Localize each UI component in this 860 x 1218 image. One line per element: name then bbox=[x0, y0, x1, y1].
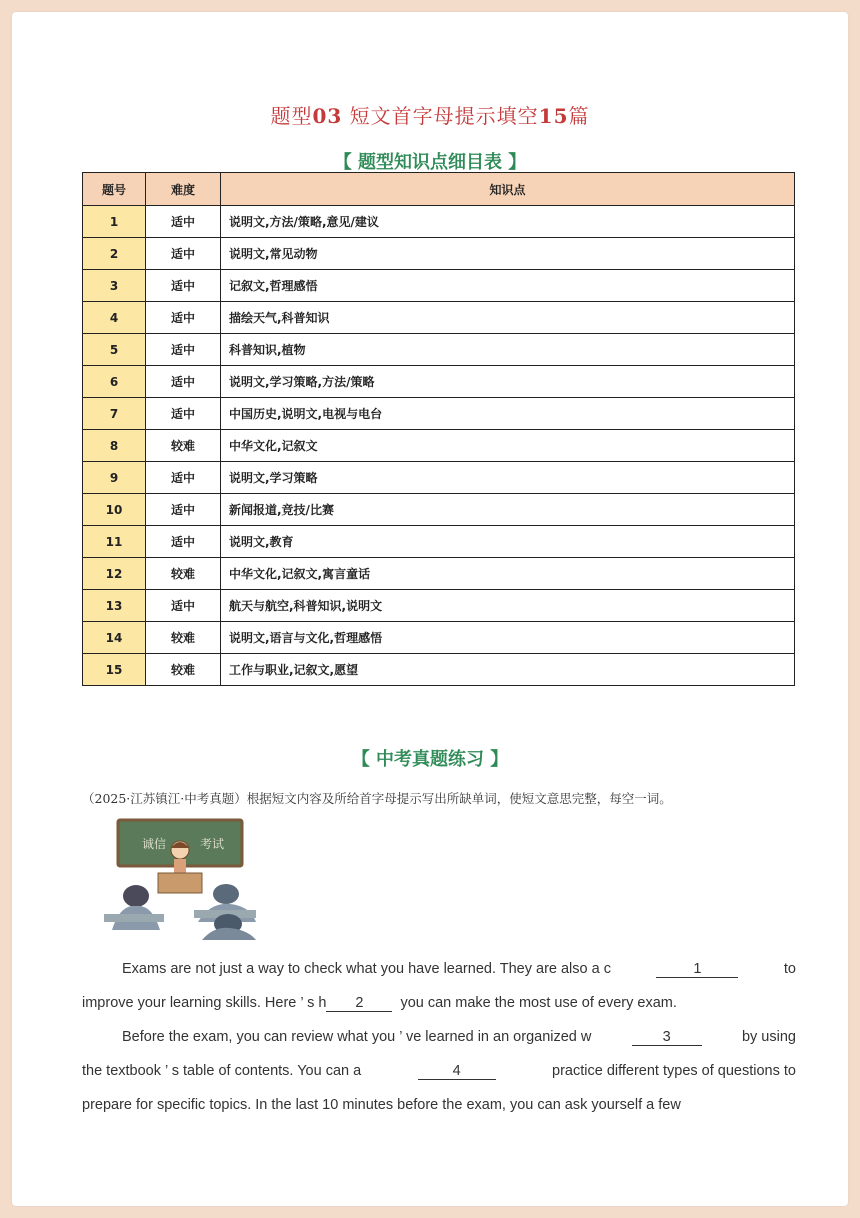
table-row bbox=[83, 654, 795, 686]
table-row bbox=[83, 270, 795, 302]
row-knowledge-cell: 工作与职业,记叙文,愿望 bbox=[221, 654, 795, 686]
title-topic: 短文首字母提示填空 bbox=[349, 104, 539, 128]
board-text-right: 考试 bbox=[200, 837, 225, 851]
row-difficulty-cell: 较难 bbox=[146, 622, 221, 654]
exercise-instructions: （2025·江苏镇江·中考真题）根据短文内容及所给首字母提示写出所缺单词，使短文意思完整，每空一词。 bbox=[82, 791, 672, 806]
passage-text: improve your learning skills. Here ’ s h bbox=[82, 995, 327, 1011]
row-difficulty-cell: 适中 bbox=[146, 398, 221, 430]
row-difficulty-cell: 适中 bbox=[146, 238, 221, 270]
blank-3[interactable]: 3 bbox=[632, 1029, 702, 1046]
table-row bbox=[83, 590, 795, 622]
row-knowledge-cell: 中国历史,说明文,电视与电台 bbox=[221, 398, 795, 430]
row-number-cell: 4 bbox=[83, 302, 146, 334]
board-text-left: 诚信 bbox=[142, 837, 167, 851]
column-header-number: 题号 bbox=[83, 173, 146, 206]
passage-line-3 bbox=[82, 1020, 796, 1054]
row-knowledge-cell: 说明文,教育 bbox=[221, 526, 795, 558]
student-body-3 bbox=[202, 928, 256, 940]
table-row bbox=[83, 462, 795, 494]
classroom-illustration bbox=[90, 818, 260, 940]
passage-line-2 bbox=[82, 986, 796, 1020]
table-row bbox=[83, 430, 795, 462]
passage-text: to bbox=[783, 961, 796, 977]
blank-2[interactable]: 2 bbox=[326, 995, 392, 1012]
row-knowledge-cell: 科普知识,植物 bbox=[221, 334, 795, 366]
row-number-cell: 5 bbox=[83, 334, 146, 366]
row-knowledge-cell: 说明文,语言与文化,哲理感悟 bbox=[221, 622, 795, 654]
row-difficulty-cell: 较难 bbox=[146, 430, 221, 462]
row-difficulty-cell: 适中 bbox=[146, 302, 221, 334]
passage-text: Exams are not just a way to check what you have learned. They are also a c bbox=[122, 961, 611, 977]
table-row bbox=[83, 206, 795, 238]
row-number-cell: 9 bbox=[83, 462, 146, 494]
row-difficulty-cell: 较难 bbox=[146, 654, 221, 686]
row-knowledge-cell: 航天与航空,科普知识,说明文 bbox=[221, 590, 795, 622]
passage-text: by using bbox=[741, 1029, 796, 1045]
passage-line-5 bbox=[82, 1088, 796, 1122]
row-number-cell: 8 bbox=[83, 430, 146, 462]
row-number-cell: 6 bbox=[83, 366, 146, 398]
section-heading-knowledge-table: 【 题型知识点细目表 】 bbox=[333, 152, 527, 173]
blank-4[interactable]: 4 bbox=[418, 1063, 496, 1080]
row-difficulty-cell: 适中 bbox=[146, 526, 221, 558]
title-unit: 篇 bbox=[568, 104, 590, 128]
row-difficulty-cell: 适中 bbox=[146, 334, 221, 366]
row-difficulty-cell: 适中 bbox=[146, 270, 221, 302]
table-row bbox=[83, 558, 795, 590]
row-difficulty-cell: 适中 bbox=[146, 590, 221, 622]
table-header-row bbox=[83, 173, 795, 206]
passage-text: you can make the most use of every exam. bbox=[400, 995, 677, 1011]
row-knowledge-cell: 记叙文,哲理感悟 bbox=[221, 270, 795, 302]
teacher-desk bbox=[158, 873, 202, 893]
passage-text: practice different types of questions to bbox=[552, 1063, 796, 1079]
table-row bbox=[83, 622, 795, 654]
row-difficulty-cell: 适中 bbox=[146, 494, 221, 526]
row-difficulty-cell: 适中 bbox=[146, 206, 221, 238]
row-difficulty-cell: 适中 bbox=[146, 366, 221, 398]
row-number-cell: 13 bbox=[83, 590, 146, 622]
knowledge-table bbox=[82, 172, 795, 686]
row-knowledge-cell: 描绘天气,科普知识 bbox=[221, 302, 795, 334]
document-page bbox=[12, 12, 848, 1206]
row-knowledge-cell: 中华文化,记叙文,寓言童话 bbox=[221, 558, 795, 590]
row-knowledge-cell: 新闻报道,竞技/比赛 bbox=[221, 494, 795, 526]
row-number-cell: 2 bbox=[83, 238, 146, 270]
row-knowledge-cell: 中华文化,记叙文 bbox=[221, 430, 795, 462]
passage-text: prepare for specific topics. In the last 10 minutes before the exam, you can ask yourself a few bbox=[82, 1097, 681, 1113]
table-row bbox=[83, 238, 795, 270]
table-row bbox=[83, 302, 795, 334]
section-heading-exam-practice: 【 中考真题练习 】 bbox=[351, 749, 509, 770]
row-knowledge-cell: 说明文,学习策略,方法/策略 bbox=[221, 366, 795, 398]
title-text: 题型 bbox=[270, 104, 313, 128]
row-number-cell: 3 bbox=[83, 270, 146, 302]
passage-line-4 bbox=[82, 1054, 796, 1088]
row-difficulty-cell: 适中 bbox=[146, 462, 221, 494]
row-number-cell: 11 bbox=[83, 526, 146, 558]
passage-line-1 bbox=[82, 952, 796, 986]
row-difficulty-cell: 较难 bbox=[146, 558, 221, 590]
row-number-cell: 10 bbox=[83, 494, 146, 526]
table-body bbox=[83, 206, 795, 686]
table-row bbox=[83, 398, 795, 430]
passage-text: Before the exam, you can review what you ’ ve learned in an organized w bbox=[122, 1029, 592, 1045]
row-number-cell: 14 bbox=[83, 622, 146, 654]
student-head-2 bbox=[213, 884, 239, 904]
row-number-cell: 12 bbox=[83, 558, 146, 590]
passage-text: the textbook ’ s table of contents. You can a bbox=[82, 1063, 362, 1079]
row-number-cell: 7 bbox=[83, 398, 146, 430]
table-row bbox=[83, 334, 795, 366]
table-row bbox=[83, 526, 795, 558]
blank-1[interactable]: 1 bbox=[656, 961, 738, 978]
row-number-cell: 1 bbox=[83, 206, 146, 238]
row-knowledge-cell: 说明文,常见动物 bbox=[221, 238, 795, 270]
student-head-1 bbox=[123, 885, 149, 907]
document-title bbox=[12, 100, 848, 129]
cloze-passage bbox=[82, 952, 796, 1122]
title-number: 03 bbox=[312, 104, 343, 128]
title-count: 15 bbox=[538, 104, 569, 128]
column-header-knowledge: 知识点 bbox=[221, 173, 795, 206]
row-knowledge-cell: 说明文,学习策略 bbox=[221, 462, 795, 494]
student-desk-1 bbox=[104, 914, 164, 922]
column-header-difficulty: 难度 bbox=[146, 173, 221, 206]
row-number-cell: 15 bbox=[83, 654, 146, 686]
table-row bbox=[83, 366, 795, 398]
table-row bbox=[83, 494, 795, 526]
row-knowledge-cell: 说明文,方法/策略,意见/建议 bbox=[221, 206, 795, 238]
